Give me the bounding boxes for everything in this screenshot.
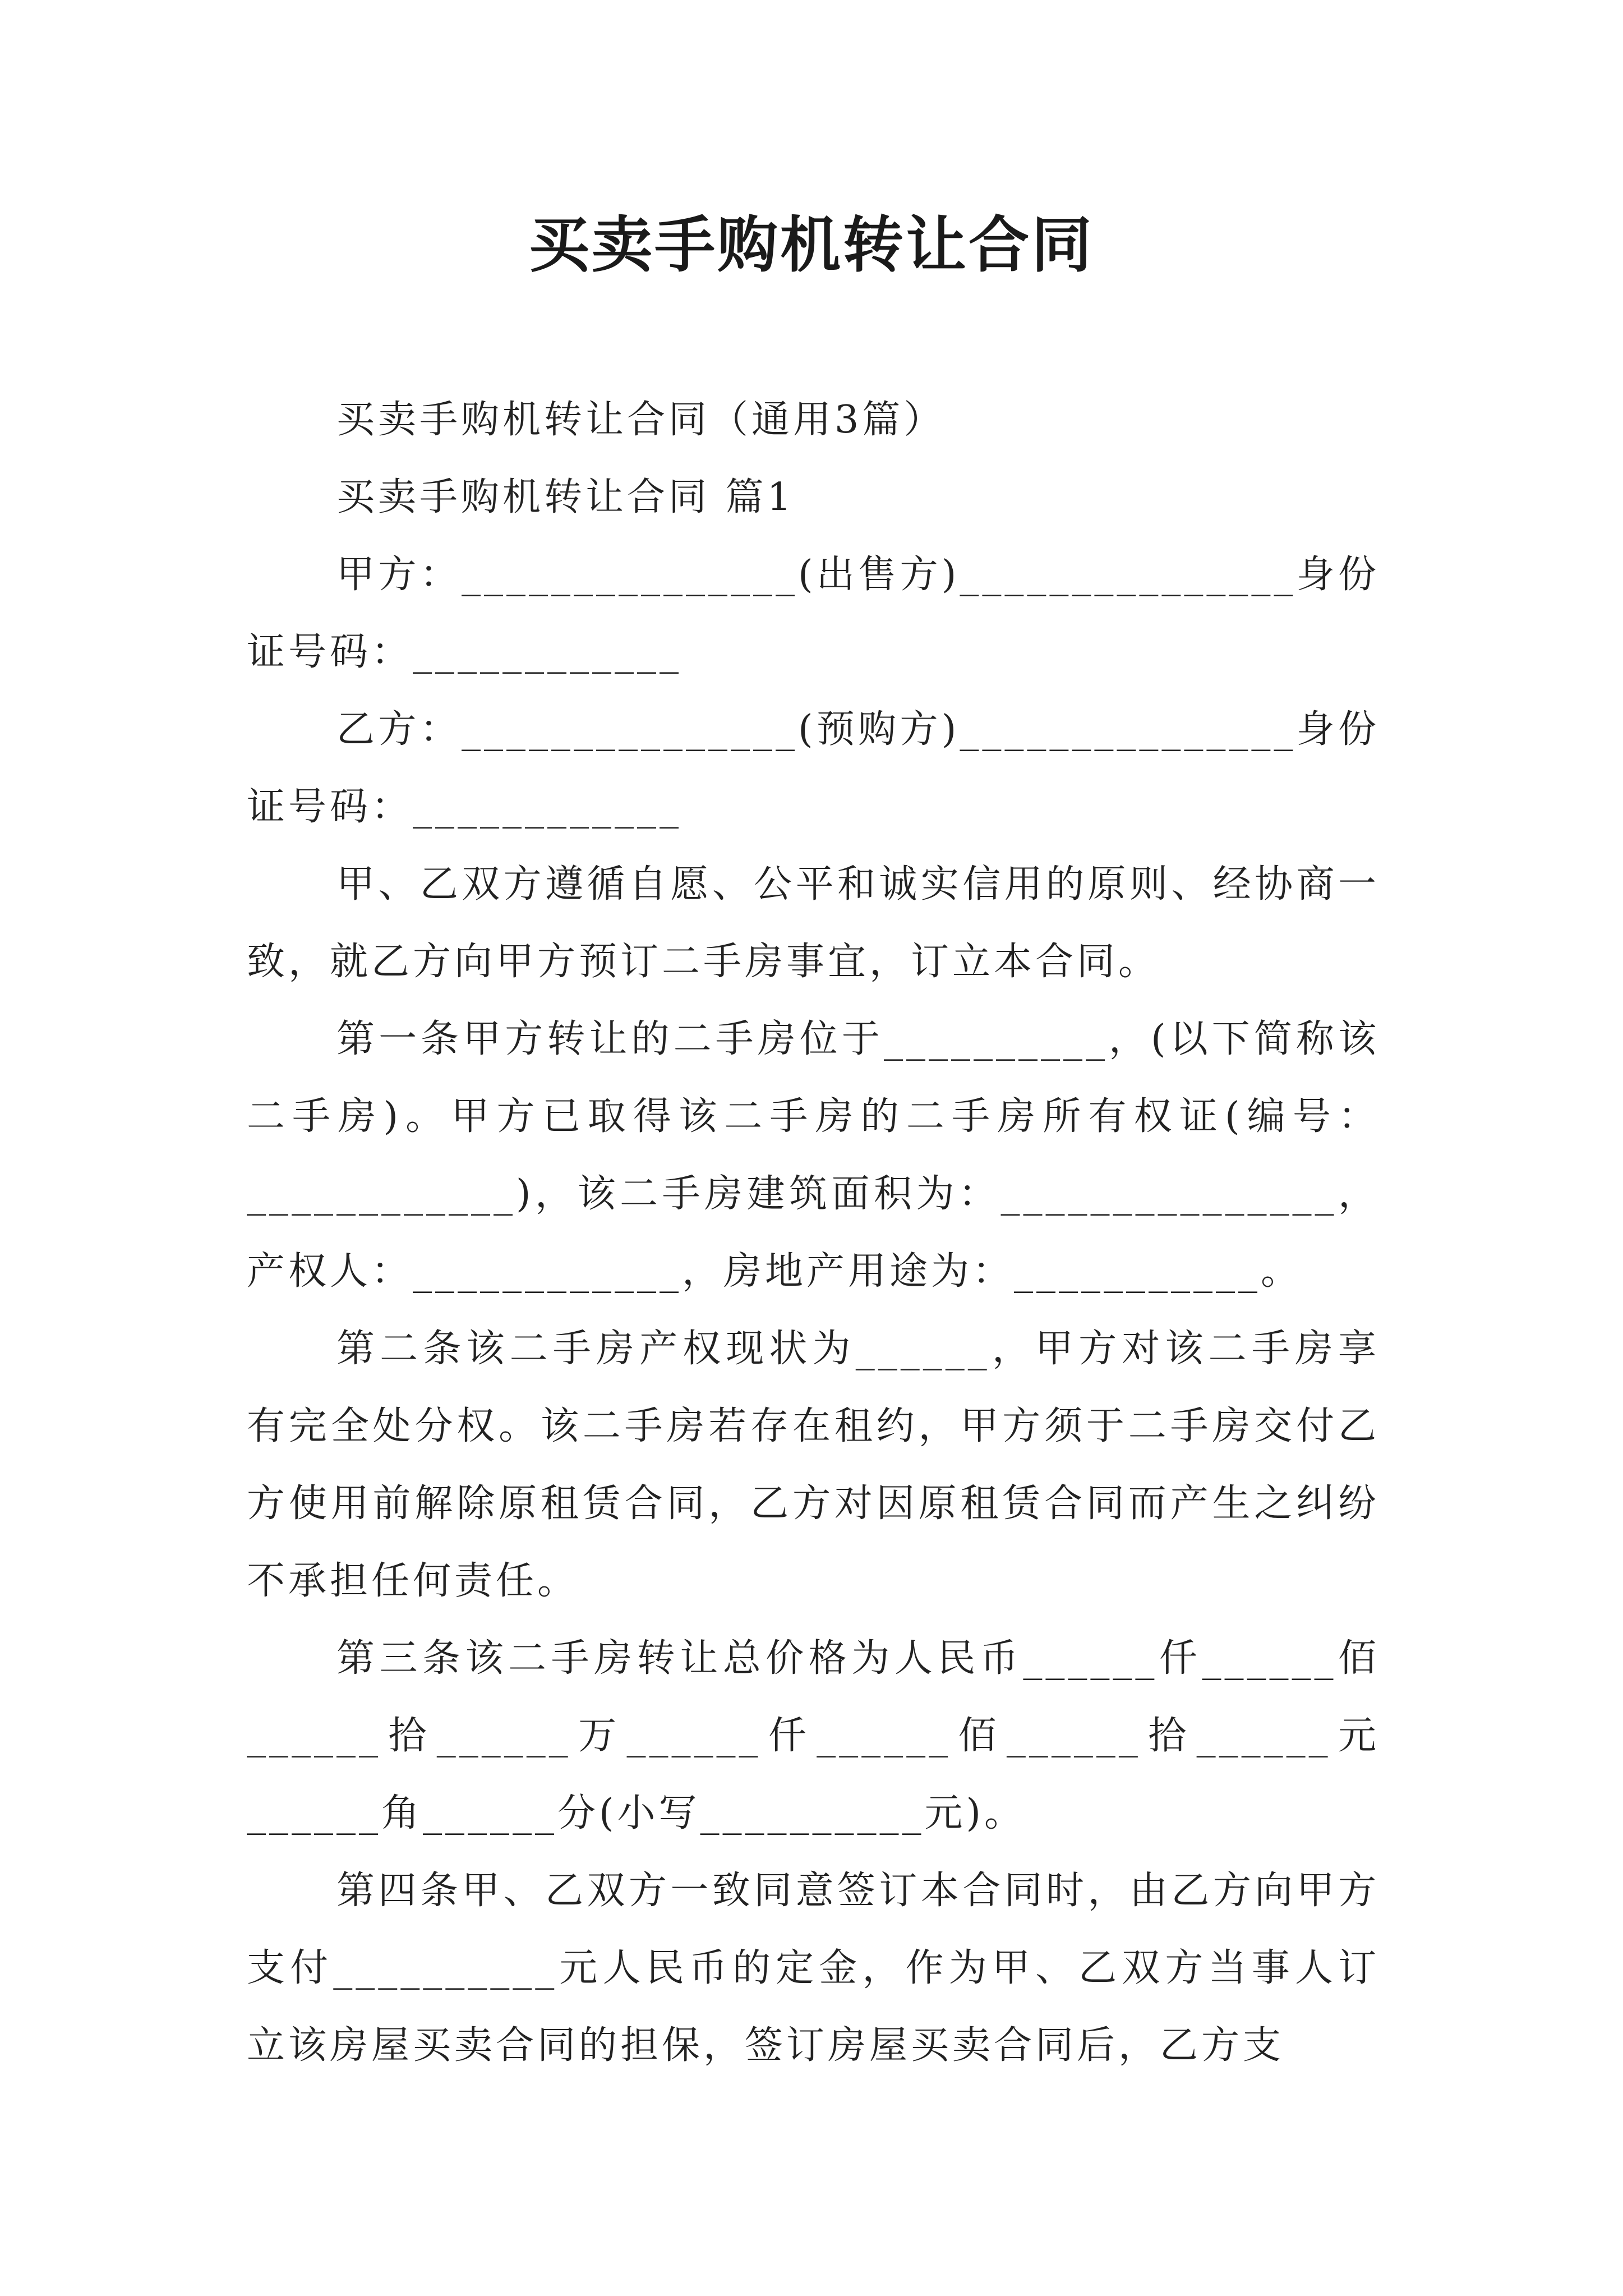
- paragraph-preamble: 甲、乙双方遵循自愿、公平和诚实信用的原则、经协商一致，就乙方向甲方预订二手房事宜，订立本合同。: [247, 862, 1380, 984]
- paragraph-subtitle: 买卖手购机转让合同（通用3篇）: [336, 398, 946, 442]
- paragraph-section-heading: 买卖手购机转让合同 篇1: [336, 475, 795, 519]
- paragraph-article-2: 第二条该二手房产权现状为______，甲方对该二手房享有完全处分权。该二手房若存在租约，甲方须于二手房交付乙方使用前解除原租赁合同，乙方对因原租赁合同而产生之纠纷不承担任何责任。: [247, 1327, 1380, 1603]
- paragraph-article-3: 第三条该二手房转让总价格为人民币______仟______佰______拾______万______仟______佰______拾______元______角______分(小写__________元)。: [247, 1636, 1380, 1835]
- paragraph-article-1: 第一条甲方转让的二手房位于__________，(以下简称该二手房)。甲方已取得该二手房的二手房所有权证(编号：____________)，该二手房建筑面积为：_______________，产权人：____________，房地产用途为：___________。: [247, 1017, 1380, 1294]
- paragraph-article-4: 第四条甲、乙双方一致同意签订本合同时，由乙方向甲方支付__________元人民币的定金，作为甲、乙双方当事人订立该房屋买卖合同的担保，签订房屋买卖合同后，乙方支: [247, 1869, 1380, 2068]
- paragraph-party-a: 甲方：_______________(出售方)_______________身份证号码：____________: [247, 553, 1380, 674]
- document-body: [247, 381, 1380, 2085]
- document-title: 买卖手购机转让合同: [528, 210, 1094, 280]
- paragraph-party-b: 乙方：_______________(预购方)_______________身份证号码：____________: [247, 707, 1380, 829]
